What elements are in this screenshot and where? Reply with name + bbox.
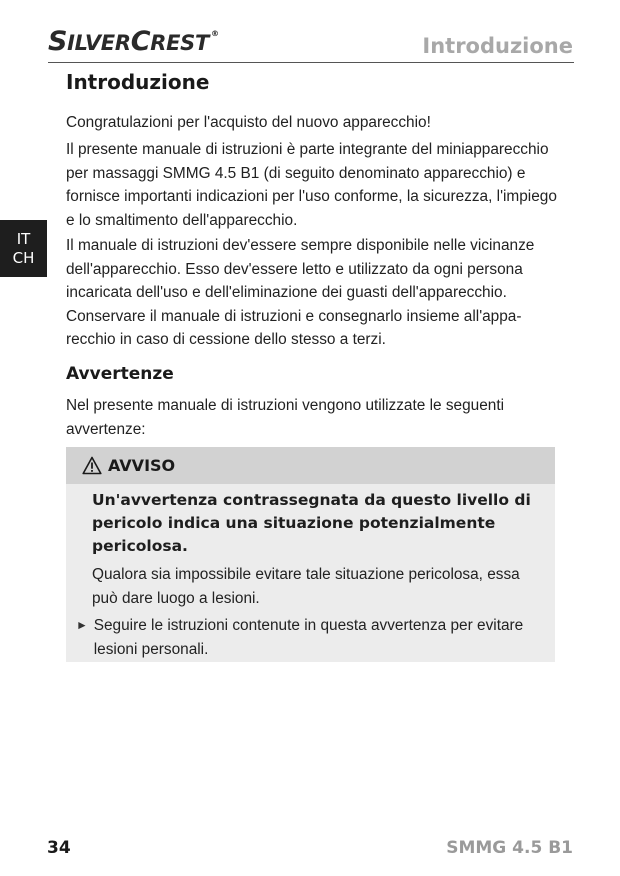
intro-paragraph-1: Congratulazioni per l'acquisto del nuovo apparecchio! bbox=[66, 114, 431, 131]
warning-triangle-icon bbox=[82, 456, 102, 475]
footer-model: SMMG 4.5 B1 bbox=[446, 838, 573, 858]
warning-box-header bbox=[66, 447, 555, 484]
warning-box bbox=[66, 447, 555, 662]
intro-paragraph-2: Il presente manuale di istruzioni è parte integrante del miniapparecchio per massaggi SMMG 4.5 B1 (di seguito denominato apparecchio) e fornisce importanti indicazioni per l'uso conforme, la sicurezza, l'impiego e lo smaltimento dell'apparecchio. bbox=[66, 141, 557, 229]
header-divider bbox=[48, 62, 574, 63]
bullet-arrow-icon: ► bbox=[76, 618, 88, 632]
language-code-it: IT bbox=[16, 230, 31, 248]
language-code-ch: CH bbox=[12, 249, 35, 267]
intro-heading: Introduzione bbox=[66, 70, 210, 94]
header-section-title: Introduzione bbox=[422, 34, 573, 58]
warnings-heading: Avvertenze bbox=[66, 364, 174, 384]
warning-box-bullet-text: Seguire le istruzioni contenute in questa avvertenza per evitare lesioni personali. bbox=[93, 617, 524, 658]
warning-box-bold-text: Un'avvertenza contrassegnata da questo livello di pericolo indica una situazione potenzialmente pericolosa. bbox=[92, 491, 531, 555]
warning-box-title: AVVISO bbox=[108, 456, 176, 475]
warning-box-text: Qualora sia impossibile evitare tale situazione pericolosa, essa può dare luogo a lesioni. bbox=[92, 566, 520, 607]
intro-paragraph-3: Il manuale di istruzioni dev'essere sempre disponibile nelle vicinanze dell'apparecchio. Esso dev'essere letto e utilizzato da ogni persona incaricata dell'uso e dell'eliminazione dei guasti dell'apparecchio. Conservare il manuale di istruzioni e consegnarlo insieme all'appa-recchio in caso di cessione dello stesso a terzi. bbox=[66, 237, 535, 348]
brand-logo: SILVERCREST ® bbox=[48, 26, 219, 57]
warnings-paragraph: Nel presente manuale di istruzioni vengono utilizzate le seguenti avvertenze: bbox=[66, 397, 505, 438]
warning-box-bullet bbox=[76, 614, 536, 661]
language-tab bbox=[0, 220, 47, 277]
page-number: 34 bbox=[47, 838, 71, 858]
